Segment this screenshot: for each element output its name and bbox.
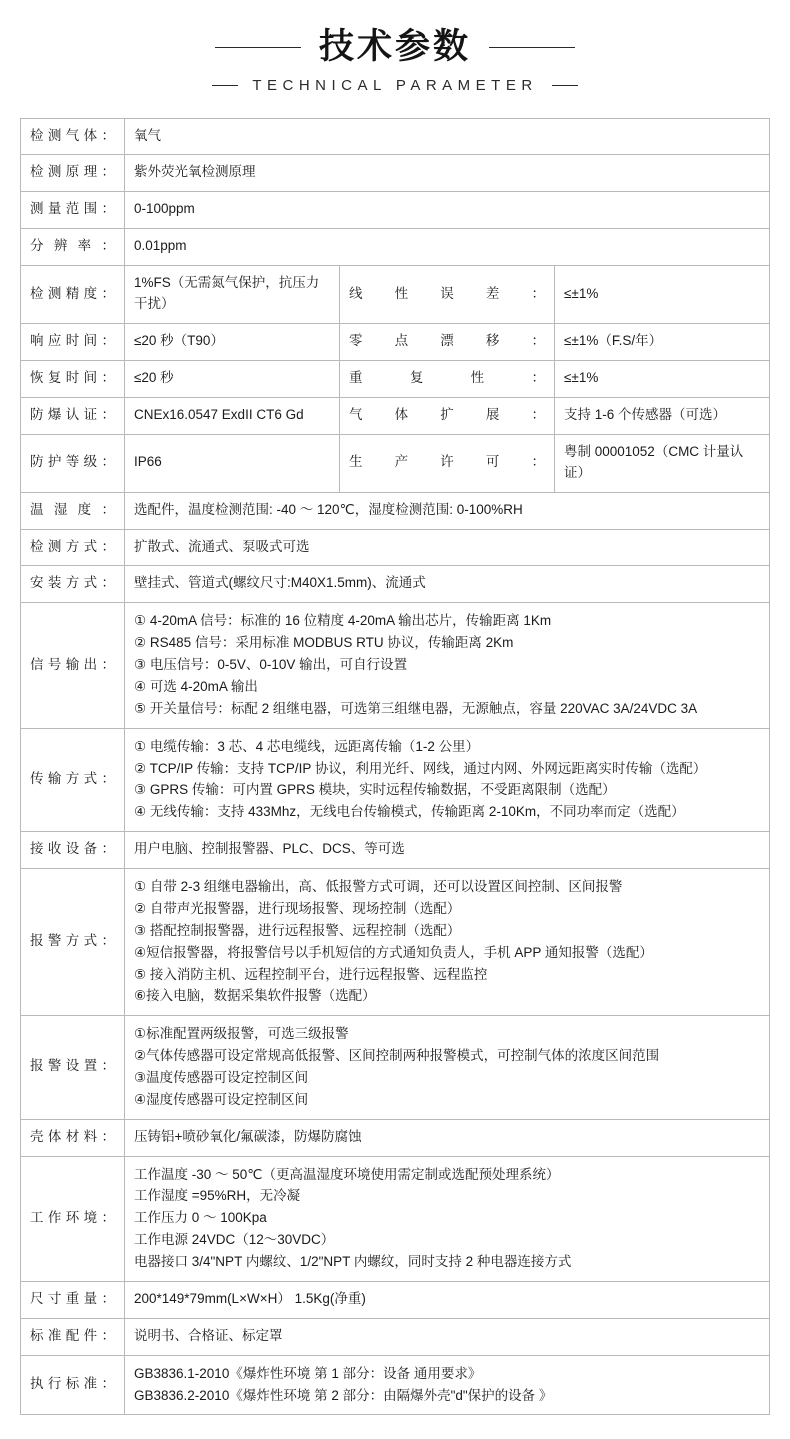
row-value (125, 1156, 770, 1281)
row-value: 壁挂式、管道式(螺纹尺寸:M40X1.5mm)、流通式 (125, 566, 770, 603)
row-label: 检测方式： (21, 529, 125, 566)
row-value-line: ② RS485 信号：采用标准 MODBUS RTU 协议，传输距离 2Km (134, 635, 514, 651)
row-secondary-value: 支持 1-6 个传感器（可选） (555, 397, 770, 434)
row-value-line: 工作湿度 =95%RH，无冷凝 (134, 1188, 301, 1204)
specification-table (20, 118, 770, 1416)
row-value-line: ⑤ 接入消防主机、远程控制平台，进行远程报警、远程监控 (134, 966, 488, 982)
row-value-line: 电器接口 3/4"NPT 内螺纹、1/2"NPT 内螺纹，同时支持 2 种电器连接方式 (134, 1254, 572, 1270)
row-label: 尺寸重量： (21, 1281, 125, 1318)
page-subtitle: TECHNICAL PARAMETER (252, 76, 538, 94)
row-value-line: ②气体传感器可设定常规高低报警、区间控制两种报警模式，可控制气体的浓度区间范围 (134, 1048, 660, 1064)
row-secondary-label: 气体扩展： (340, 397, 555, 434)
subtitle-left-rule (212, 85, 238, 86)
row-value: 说明书、合格证、标定罩 (125, 1318, 770, 1355)
row-value (125, 603, 770, 728)
subtitle-row (0, 77, 790, 94)
table-row (21, 229, 770, 266)
table-row (21, 1119, 770, 1156)
row-label: 测量范围： (21, 192, 125, 229)
row-value (125, 728, 770, 831)
row-value: 选配件，温度检测范围: -40 ～ 120℃，湿度检测范围: 0-100%RH (125, 492, 770, 529)
row-value (125, 1355, 770, 1415)
row-value-line: ④短信报警器，将报警信号以手机短信的方式通知负责人，手机 APP 通知报警（选配） (134, 944, 653, 960)
row-label: 标准配件： (21, 1318, 125, 1355)
row-value-line: 工作电源 24VDC（12～30VDC） (134, 1232, 335, 1248)
table-row (21, 529, 770, 566)
page-title: 技术参数 (318, 27, 471, 66)
row-label: 检测原理： (21, 155, 125, 192)
row-value-line: ① 电缆传输：3 芯、4 芯电缆线，远距离传输（1-2 公里） (134, 738, 480, 754)
row-label: 防护等级： (21, 434, 125, 492)
row-label: 恢复时间： (21, 360, 125, 397)
row-value: 用户电脑、控制报警器、PLC、DCS、等可选 (125, 832, 770, 869)
title-right-rule (489, 47, 575, 48)
row-label: 分辨率： (21, 229, 125, 266)
table-row (21, 434, 770, 492)
table-row (21, 1355, 770, 1415)
row-value: IP66 (125, 434, 340, 492)
table-row (21, 324, 770, 361)
row-value: ≤20 秒 (125, 360, 340, 397)
row-value-line: ③ 搭配控制报警器，进行远程报警、远程控制（选配） (134, 922, 461, 938)
row-value (125, 869, 770, 1016)
table-row (21, 1281, 770, 1318)
row-secondary-value: ≤±1%（F.S/年） (555, 324, 770, 361)
row-value-line: GB3836.1-2010《爆炸性环境 第 1 部分：设备 通用要求》 (134, 1365, 482, 1381)
table-row (21, 869, 770, 1016)
table-row (21, 155, 770, 192)
table-row (21, 728, 770, 831)
row-secondary-label: 零点漂移： (340, 324, 555, 361)
row-label: 防爆认证： (21, 397, 125, 434)
table-row (21, 492, 770, 529)
table-row (21, 603, 770, 728)
row-value-line: GB3836.2-2010《爆炸性环境 第 2 部分：由隔爆外壳"d"保护的设备 》 (134, 1387, 553, 1403)
row-value-line: ③温度传感器可设定控制区间 (134, 1069, 309, 1085)
row-value-line: ④ 可选 4-20mA 输出 (134, 678, 258, 694)
row-label: 检测气体： (21, 118, 125, 155)
row-secondary-label: 线性误差： (340, 266, 555, 324)
row-value-line: ⑤ 开关量信号：标配 2 组继电器，可选第三组继电器，无源触点，容量 220VAC 3A/24VDC 3A (134, 700, 698, 716)
table-row (21, 397, 770, 434)
row-value-line: ② 自带声光报警器，进行现场报警、现场控制（选配） (134, 900, 461, 916)
row-label: 温湿度： (21, 492, 125, 529)
table-row (21, 832, 770, 869)
row-value-line: ① 自带 2-3 组继电器输出，高、低报警方式可调，还可以设置区间控制、区间报警 (134, 879, 623, 895)
row-value: 扩散式、流通式、泵吸式可选 (125, 529, 770, 566)
table-row (21, 192, 770, 229)
row-value: 1%FS（无需氮气保护，抗压力干扰） (125, 266, 340, 324)
row-secondary-value: 粤制 00001052（CMC 计量认证） (555, 434, 770, 492)
row-value: ≤20 秒（T90） (125, 324, 340, 361)
row-label: 报警方式： (21, 869, 125, 1016)
row-label: 安装方式： (21, 566, 125, 603)
row-value-line: ③ GPRS 传输：可内置 GPRS 模块，实时远程传输数据，不受距离限制（选配） (134, 782, 616, 798)
row-label: 壳体材料： (21, 1119, 125, 1156)
table-row (21, 1016, 770, 1119)
table-row (21, 266, 770, 324)
row-label: 执行标准： (21, 1355, 125, 1415)
subtitle-right-rule (552, 85, 578, 86)
row-value (125, 1016, 770, 1119)
row-value-line: ④湿度传感器可设定控制区间 (134, 1091, 309, 1107)
row-value: CNEx16.0547 ExdII CT6 Gd (125, 397, 340, 434)
table-row (21, 118, 770, 155)
title-left-rule (215, 47, 301, 48)
row-label: 接收设备： (21, 832, 125, 869)
row-label: 响应时间： (21, 324, 125, 361)
page-header (0, 0, 790, 104)
table-row (21, 360, 770, 397)
row-value-line: 工作温度 -30 ～ 50℃（更高温湿度环境使用需定制或选配预处理系统） (134, 1166, 560, 1182)
row-secondary-value: ≤±1% (555, 360, 770, 397)
row-value: 0.01ppm (125, 229, 770, 266)
row-label: 信号输出： (21, 603, 125, 728)
row-value-line: ①标准配置两级报警，可选三级报警 (134, 1026, 349, 1042)
row-value-line: ① 4-20mA 信号：标准的 16 位精度 4-20mA 输出芯片，传输距离 1Km (134, 613, 552, 629)
row-secondary-value: ≤±1% (555, 266, 770, 324)
row-secondary-label: 生产许可： (340, 434, 555, 492)
table-row (21, 566, 770, 603)
row-label: 报警设置： (21, 1016, 125, 1119)
row-label: 工作环境： (21, 1156, 125, 1281)
row-value-line: ③ 电压信号：0-5V、0-10V 输出，可自行设置 (134, 657, 408, 673)
row-label: 传输方式： (21, 728, 125, 831)
row-value: 0-100ppm (125, 192, 770, 229)
row-value-line: 工作压力 0 ～ 100Kpa (134, 1210, 267, 1226)
row-value: 压铸铝+喷砂氧化/氟碳漆，防爆防腐蚀 (125, 1119, 770, 1156)
row-value: 紫外荧光氧检测原理 (125, 155, 770, 192)
row-value: 200*149*79mm(L×W×H） 1.5Kg(净重) (125, 1281, 770, 1318)
row-value-line: ⑥接入电脑，数据采集软件报警（选配） (134, 988, 376, 1004)
row-value-line: ② TCP/IP 传输：支持 TCP/IP 协议，利用光纤、网线，通过内网、外网远距离实时传输（选配） (134, 760, 707, 776)
title-row (0, 28, 790, 67)
row-value-line: ④ 无线传输：支持 433Mhz，无线电台传输模式，传输距离 2-10Km，不同功率而定（选配） (134, 804, 685, 820)
table-row (21, 1156, 770, 1281)
row-value: 氧气 (125, 118, 770, 155)
row-secondary-label: 重复性： (340, 360, 555, 397)
row-label: 检测精度： (21, 266, 125, 324)
table-row (21, 1318, 770, 1355)
